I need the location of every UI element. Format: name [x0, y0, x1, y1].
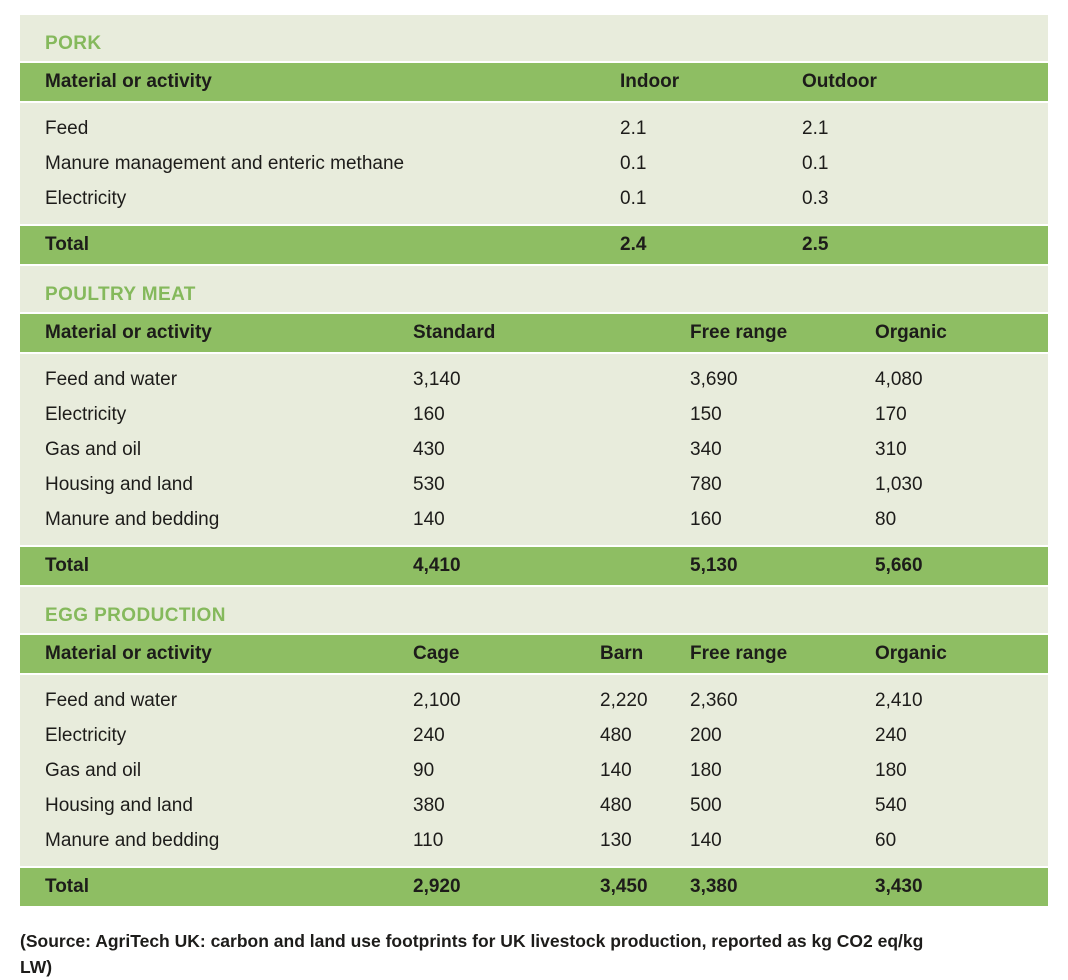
table-total-row: [20, 226, 1048, 264]
source-note: (Source: AgriTech UK: carbon and land use footprints for UK livestock production, reported as kg CO2 eq/kg LW): [20, 931, 924, 977]
table-row: [20, 683, 1048, 718]
table-section: [20, 15, 1048, 264]
row-value: 0.3: [802, 187, 829, 209]
column-header: Material or activity: [45, 643, 212, 664]
row-value: 160: [413, 403, 445, 425]
row-label: Feed and water: [45, 689, 178, 711]
row-label: Manure and bedding: [45, 508, 220, 530]
row-label: Gas and oil: [45, 759, 142, 781]
table-row: [20, 181, 1048, 216]
row-label: Manure management and enteric methane: [45, 152, 405, 174]
table-total-row: [20, 547, 1048, 585]
section-title-band: [20, 15, 1048, 61]
total-label: Total: [45, 234, 89, 255]
total-value: 4,410: [413, 555, 461, 576]
row-value: 2,360: [690, 689, 738, 711]
row-value: 2.1: [802, 117, 829, 139]
column-header: Material or activity: [45, 71, 212, 92]
row-value: 310: [875, 438, 907, 460]
row-label: Housing and land: [45, 794, 193, 816]
total-value: 3,430: [875, 876, 923, 897]
table-section: [20, 266, 1048, 585]
table-row: [20, 718, 1048, 753]
row-value: 110: [413, 829, 444, 851]
table-row: [20, 146, 1048, 181]
row-value: 2,410: [875, 689, 923, 711]
row-value: 4,080: [875, 368, 923, 390]
table-header-row: [20, 63, 1048, 101]
total-value: 2.4: [620, 234, 647, 255]
row-label: Gas and oil: [45, 438, 142, 460]
row-value: 430: [413, 438, 445, 460]
row-value: 60: [875, 829, 897, 851]
row-value: 140: [413, 508, 445, 530]
table-body: [20, 675, 1048, 866]
row-value: 3,690: [690, 368, 738, 390]
column-header: Barn: [600, 643, 644, 664]
total-value: 5,130: [690, 555, 738, 576]
table-row: [20, 397, 1048, 432]
section-title-band: [20, 266, 1048, 312]
column-header: Standard: [413, 322, 496, 343]
table-row: [20, 432, 1048, 467]
table-header-row: [20, 314, 1048, 352]
column-header: Indoor: [620, 71, 680, 92]
column-header: Material or activity: [45, 322, 212, 343]
row-value: 140: [600, 759, 632, 781]
section-title-band: [20, 587, 1048, 633]
row-label: Electricity: [45, 403, 127, 425]
column-header: Cage: [413, 643, 460, 664]
section-title: PORK: [45, 33, 102, 54]
table-row: [20, 788, 1048, 823]
table-body: [20, 103, 1048, 224]
table-row: [20, 502, 1048, 537]
column-header: Free range: [690, 643, 788, 664]
tables-panel: [20, 15, 1048, 908]
row-value: 500: [690, 794, 722, 816]
row-value: 1,030: [875, 473, 923, 495]
table-header-row: [20, 635, 1048, 673]
table-row: [20, 823, 1048, 858]
section-title: POULTRY MEAT: [45, 284, 196, 305]
row-value: 340: [690, 438, 722, 460]
section-title: EGG PRODUCTION: [45, 605, 226, 626]
total-value: 2.5: [802, 234, 829, 255]
row-value: 780: [690, 473, 722, 495]
row-value: 130: [600, 829, 632, 851]
row-value: 180: [875, 759, 907, 781]
row-value: 0.1: [802, 152, 829, 174]
row-value: 150: [690, 403, 722, 425]
row-value: 90: [413, 759, 435, 781]
total-label: Total: [45, 555, 89, 576]
total-value: 5,660: [875, 555, 923, 576]
row-value: 2,100: [413, 689, 461, 711]
row-label: Electricity: [45, 187, 127, 209]
row-value: 2.1: [620, 117, 647, 139]
row-value: 240: [413, 724, 445, 746]
table-row: [20, 362, 1048, 397]
row-label: Electricity: [45, 724, 127, 746]
total-value: 3,380: [690, 876, 738, 897]
row-value: 200: [690, 724, 722, 746]
row-value: 380: [413, 794, 445, 816]
row-value: 140: [690, 829, 722, 851]
row-value: 80: [875, 508, 897, 530]
row-value: 0.1: [620, 152, 647, 174]
row-value: 180: [690, 759, 722, 781]
table-row: [20, 467, 1048, 502]
table-total-row: [20, 868, 1048, 906]
total-label: Total: [45, 876, 89, 897]
row-value: 480: [600, 794, 632, 816]
total-value: 3,450: [600, 876, 648, 897]
table-section: [20, 587, 1048, 906]
column-header: Outdoor: [802, 71, 877, 92]
row-label: Feed and water: [45, 368, 178, 390]
row-value: 240: [875, 724, 907, 746]
row-value: 3,140: [413, 368, 461, 390]
row-value: 2,220: [600, 689, 648, 711]
row-value: 530: [413, 473, 445, 495]
column-header: Free range: [690, 322, 788, 343]
row-value: 0.1: [620, 187, 647, 209]
row-value: 540: [875, 794, 907, 816]
row-value: 160: [690, 508, 722, 530]
row-label: Feed: [45, 117, 89, 139]
table-row: [20, 753, 1048, 788]
total-value: 2,920: [413, 876, 461, 897]
table-row: [20, 111, 1048, 146]
table-body: [20, 354, 1048, 545]
row-label: Manure and bedding: [45, 829, 220, 851]
column-header: Organic: [875, 643, 947, 664]
row-value: 170: [875, 403, 907, 425]
row-value: 480: [600, 724, 632, 746]
column-header: Organic: [875, 322, 947, 343]
row-label: Housing and land: [45, 473, 193, 495]
